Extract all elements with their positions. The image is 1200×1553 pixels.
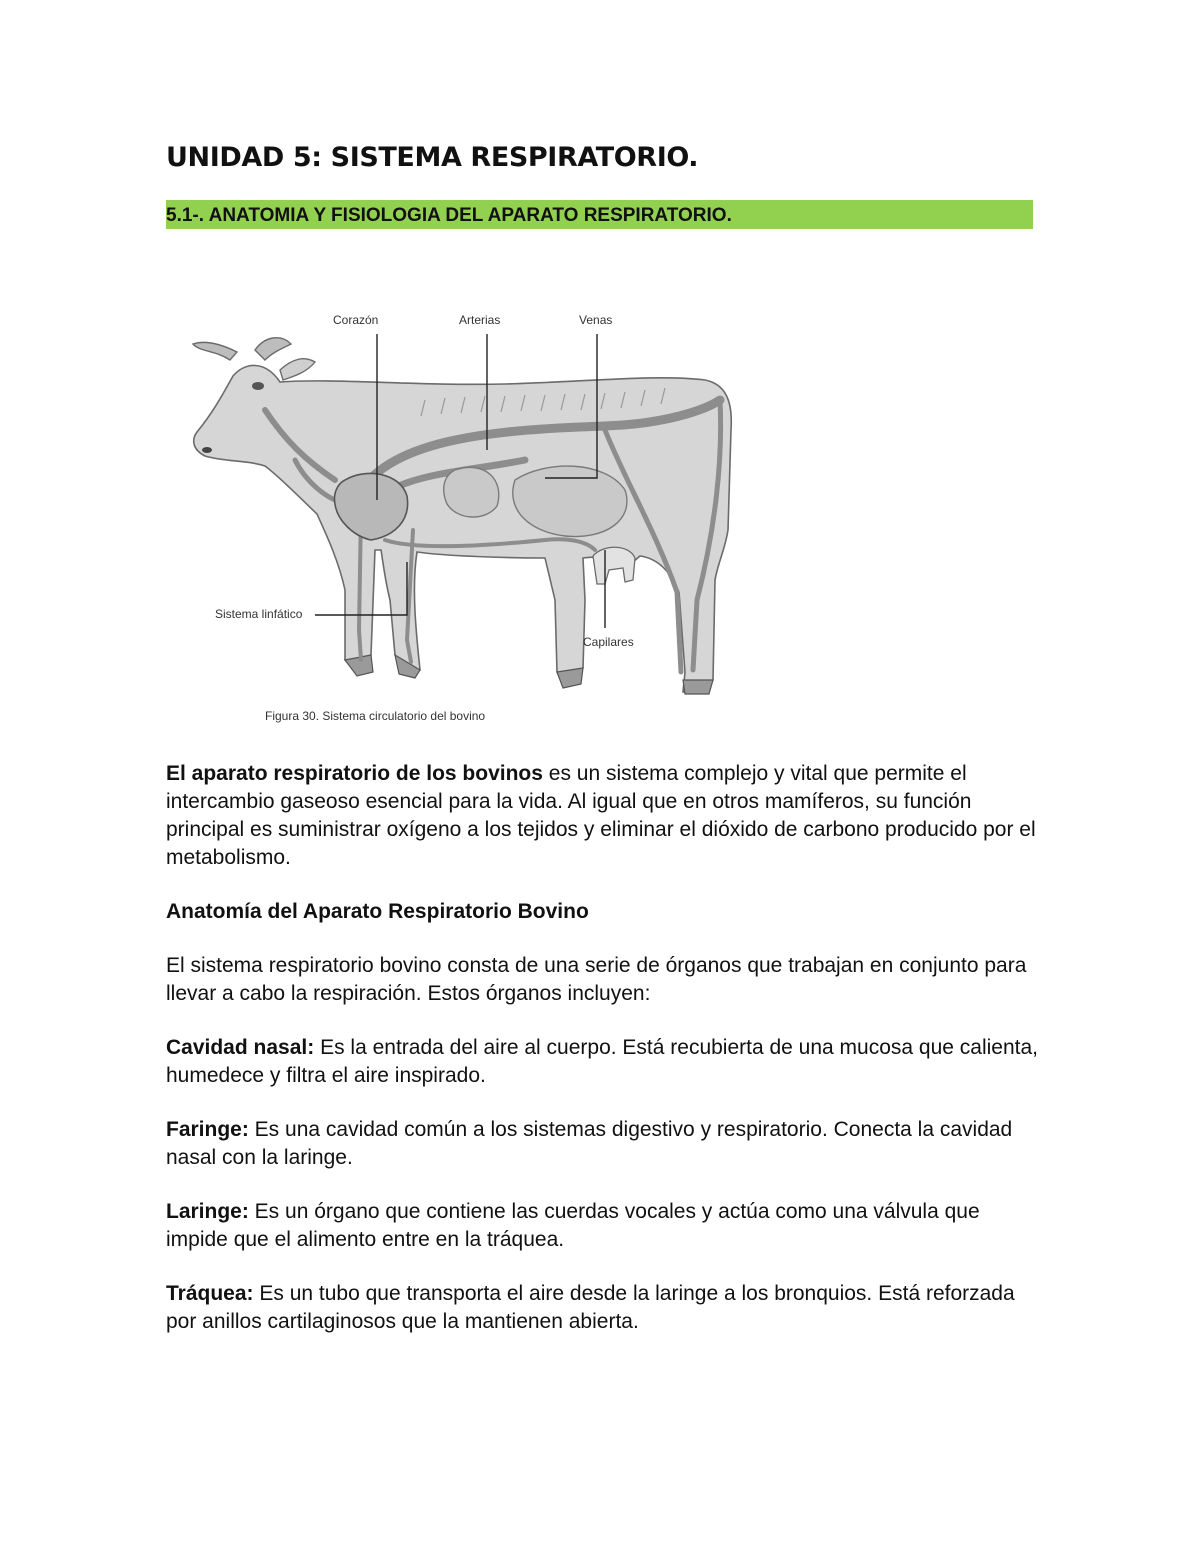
- document-body: [166, 760, 1046, 1362]
- cow-circulatory-figure: [185, 300, 745, 730]
- intro-lead: El aparato respiratorio de los bovinos: [166, 762, 543, 785]
- organ-desc: Es una cavidad común a los sistemas digestivo y respiratorio. Conecta la cavidad nasal con la laringe.: [166, 1118, 1013, 1169]
- document-title: UNIDAD 5: SISTEMA RESPIRATORIO.: [166, 142, 699, 173]
- organ-item: [166, 1034, 1046, 1090]
- label-venas: Venas: [579, 313, 613, 327]
- organ-desc: Es la entrada del aire al cuerpo. Está recubierta de una mucosa que calienta, humedece y filtra el aire inspirado.: [166, 1036, 1039, 1087]
- organ-item: [166, 1198, 1046, 1254]
- anatomy-intro: El sistema respiratorio bovino consta de una serie de órganos que trabajan en conjunto para llevar a cabo la respiración. Estos órganos incluyen:: [166, 954, 1027, 1005]
- organ-term: Cavidad nasal:: [166, 1036, 315, 1059]
- organ-desc: Es un tubo que transporta el aire desde la laringe a los bronquios. Está reforzada por anillos cartilaginosos que la mantienen abierta.: [166, 1282, 1015, 1333]
- figure-caption: Figura 30. Sistema circulatorio del bovino: [265, 709, 486, 723]
- label-arterias: Arterias: [459, 313, 501, 327]
- label-corazon: Corazón: [333, 313, 379, 327]
- anatomy-heading: Anatomía del Aparato Respiratorio Bovino: [166, 900, 589, 923]
- organ-term: Tráquea:: [166, 1282, 254, 1305]
- cow-illustration: [185, 300, 745, 730]
- organ-term: Laringe:: [166, 1200, 249, 1223]
- organ-desc: Es un órgano que contiene las cuerdas vocales y actúa como una válvula que impide que el alimento entre en la tráquea.: [166, 1200, 980, 1251]
- section-heading: 5.1-. ANATOMIA Y FISIOLOGIA DEL APARATO RESPIRATORIO.: [166, 200, 1033, 229]
- label-capilares: Capilares: [583, 635, 634, 649]
- intro-paragraph: [166, 760, 1046, 872]
- organ-item: [166, 1116, 1046, 1172]
- organ-item: [166, 1280, 1046, 1336]
- label-sistema-linfatico: Sistema linfático: [215, 607, 303, 621]
- organ-term: Faringe:: [166, 1118, 249, 1141]
- intro-text: es un sistema complejo y vital que permite el intercambio gaseoso esencial para la vida. Al igual que en otros mamíferos, su función principal es suministrar oxígeno a los tejidos y eliminar el dióxido de carbono producido por el metabolismo.: [166, 762, 1036, 869]
